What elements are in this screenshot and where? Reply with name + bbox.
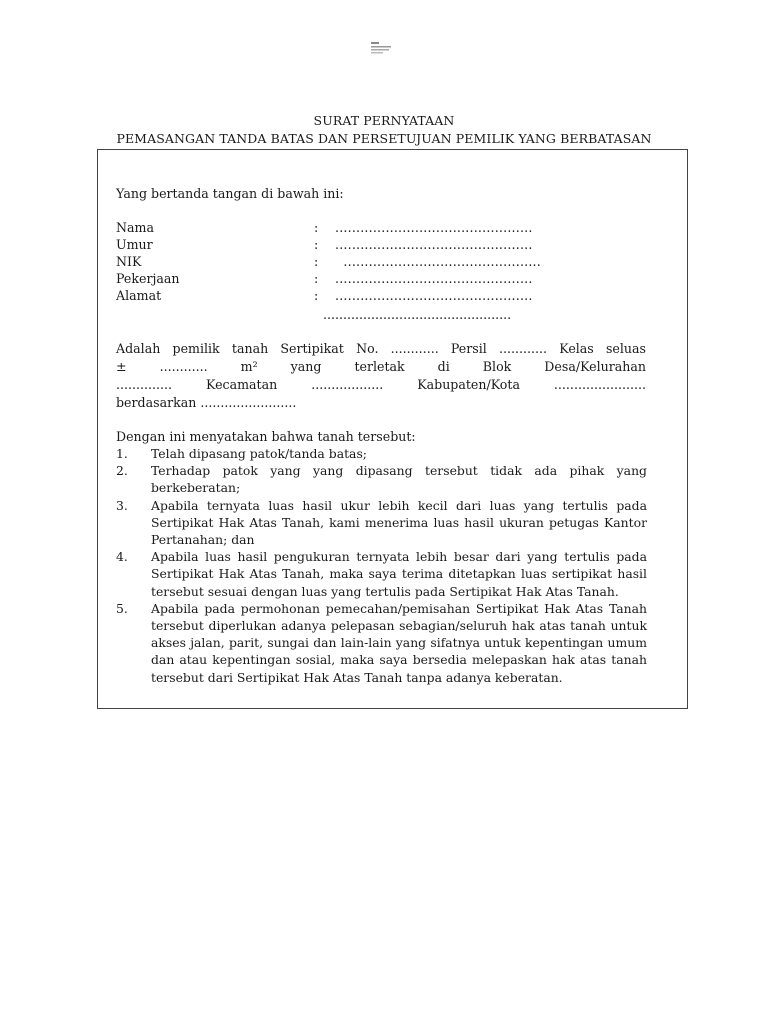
list-number: 1. bbox=[116, 446, 128, 461]
list-text: Telah dipasang patok/tanda batas; bbox=[151, 446, 367, 461]
field-colon: : bbox=[314, 254, 319, 269]
ownership-line-2: ± ............ m² yang terletak di Blok Desa/Kelurahan bbox=[116, 359, 646, 374]
list-item bbox=[116, 600, 647, 686]
field-value-nik[interactable]: ............................................... bbox=[335, 254, 541, 269]
statement-intro: Dengan ini menyatakan bahwa tanah tersebut: bbox=[116, 429, 416, 444]
document-logo-icon bbox=[370, 41, 394, 57]
field-colon: : bbox=[314, 271, 319, 286]
document-title: SURAT PERNYATAAN bbox=[313, 113, 455, 128]
document-subtitle: PEMASANGAN TANDA BATAS DAN PERSETUJUAN PEMILIK YANG BERBATASAN bbox=[116, 131, 652, 146]
list-text: Terhadap patok yang yang dipasang tersebut tidak ada pihak yang berkeberatan; bbox=[151, 463, 647, 496]
field-colon: : bbox=[314, 220, 319, 235]
field-value-pekerjaan[interactable]: ............................................... bbox=[335, 271, 533, 286]
statement-list bbox=[116, 445, 647, 686]
list-item bbox=[116, 445, 647, 462]
field-label-pekerjaan: Pekerjaan bbox=[116, 271, 180, 286]
field-value-nama[interactable]: ............................................... bbox=[335, 220, 533, 235]
ownership-line-4: berdasarkan ........................ bbox=[116, 395, 297, 410]
field-label-nama: Nama bbox=[116, 220, 154, 235]
list-number: 5. bbox=[116, 600, 128, 616]
field-value-alamat-continued[interactable]: ............................................... bbox=[323, 307, 512, 322]
list-number: 3. bbox=[116, 497, 128, 513]
field-label-alamat: Alamat bbox=[116, 288, 162, 303]
list-item bbox=[116, 462, 647, 496]
list-number: 4. bbox=[116, 549, 128, 565]
ownership-line-3: .............. Kecamatan .................. Kabupaten/Kota ....................... bbox=[116, 377, 646, 392]
field-value-umur[interactable]: ............................................... bbox=[335, 237, 533, 252]
list-text: Apabila pada permohonan pemecahan/pemisahan Sertipikat Hak Atas Tanah tersebut diperlukan adanya pelepasan sebagian/seluruh hak atas tanah untuk akses jalan, parit, sungai dan lain-lain yang sifatnya untuk kepentingan umum dan atau kepentingan sosial, maka saya bersedia melepaskan hak atas tanah tersebut dari Sertipikat Hak Atas Tanah tanpa adanya keberatan. bbox=[151, 600, 647, 685]
ownership-line-1: Adalah pemilik tanah Sertipikat No. ............ Persil ............ Kelas seluas bbox=[116, 341, 646, 356]
list-item bbox=[116, 548, 647, 600]
list-number: 2. bbox=[116, 463, 128, 479]
field-value-alamat[interactable]: ............................................... bbox=[335, 288, 533, 303]
list-item bbox=[116, 497, 647, 549]
field-label-nik: NIK bbox=[116, 254, 142, 269]
field-colon: : bbox=[314, 237, 319, 252]
list-text: Apabila ternyata luas hasil ukur lebih kecil dari luas yang tertulis pada Sertipikat Hak Atas Tanah, kami menerima luas hasil ukuran petugas Kantor Pertanahan; dan bbox=[151, 497, 647, 548]
field-colon: : bbox=[314, 288, 319, 303]
field-label-umur: Umur bbox=[116, 237, 153, 252]
intro-text: Yang bertanda tangan di bawah ini: bbox=[116, 186, 344, 201]
list-text: Apabila luas hasil pengukuran ternyata lebih besar dari yang tertulis pada Sertipikat Hak Atas Tanah, maka saya terima ditetapkan luas sertipikat hasil tersebut sesuai dengan luas yang tertulis pada Sertipikat Hak Atas Tanah. bbox=[151, 549, 647, 599]
